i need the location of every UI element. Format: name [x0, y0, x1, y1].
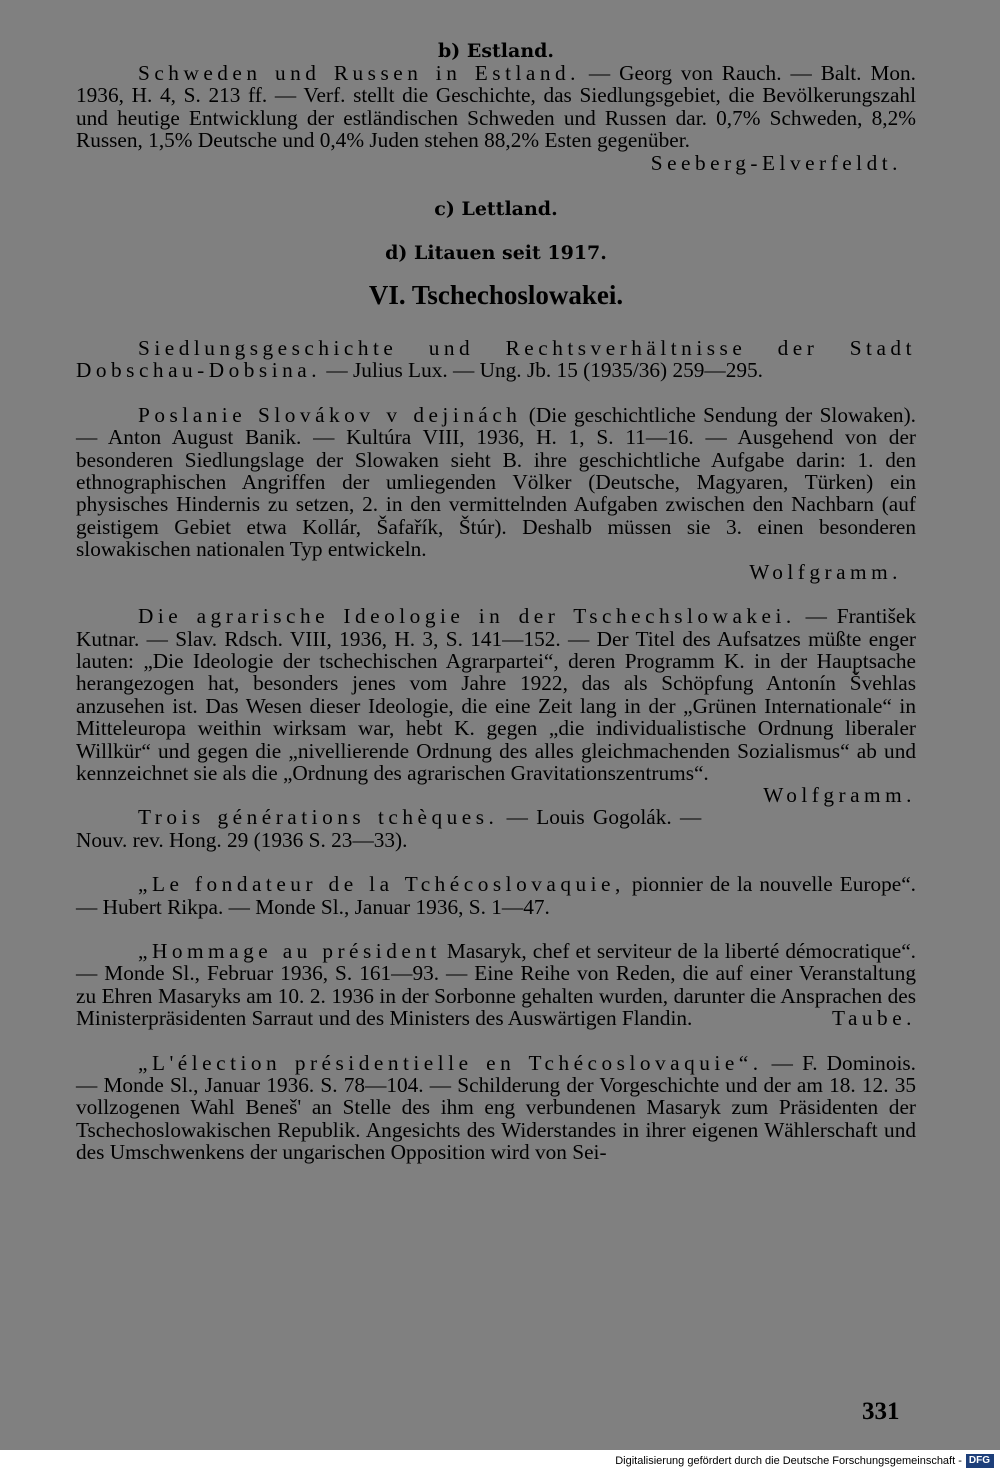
entry-text: (Die geschichtliche Sendung der Slowaken). — Anton August Banik. — Kultúra VIII, 1936, H. 1, S. 11—16. — Ausgehend von der besonderen Siedlungslage der Slowaken sieht B. ihre geschichtliche Aufgabe darin: 1. den ethnographischen Angriffen der umliegenden Völker (Deutsche, Magyaren, Türken) ein physisches Hindernis zu setzen, 2. in den vermittelnden Aufgaben zwischen den Nachbarn (auf geistigem Gebiet etwa Kollár, Šafařík, Štúr). Deshalb müssen sie 3. einen besonderen slowakischen nationalen Typ entwickeln. — [76, 402, 916, 562]
subsection-heading-estland: b) Estland. — [437, 40, 555, 62]
entry-text: — Louis Gogolák. — Nouv. rev. Hong. 29 (1936 S. 23—33). — [76, 805, 702, 852]
entry-signature: Wolfgramm. — [763, 783, 916, 808]
footer-text: Digitalisierung gefördert durch die Deutsche Forschungsgemeinschaft - — [615, 1455, 962, 1467]
footer-bar — [0, 1450, 1000, 1473]
entry-5 — [76, 873, 916, 918]
entry-text: Masaryk, chef et serviteur de la liberté démocratique“. — Monde Sl., Februar 1936, S. 161—93. — Eine Reihe von Reden, die auf einer Veranstaltung zu Ehren Masaryks am 10. 2. 1936 in der Sorbonne gehalten wurden, darunter die Ansprachen des Ministerpräsidenten Sarraut und des Ministers des Auswärtigen Flandin. — [76, 938, 917, 1031]
entry-7 — [76, 1052, 916, 1164]
entry-title: Schweden und Russen in Estland. — [138, 61, 580, 85]
entry-title: „Hommage au président — [138, 938, 441, 963]
entry-title: Die agrarische Ideologie in der Tschechslowakei. — [138, 604, 796, 629]
entry-text: — Georg von Rauch. — Balt. Mon. 1936, H. 4, S. 213 ff. — Verf. stellt die Geschichte, das Siedlungsgebiet, die Bevölkerungszahl und heutige Entwicklung der estländischen Schweden und Russen dar. 0,7% Schweden, 8,2% Russen, 1,5% Deutsche und 0,4% Juden stehen 88,2% Esten gegenüber. — [76, 61, 916, 153]
entry-estland — [76, 62, 916, 152]
section-heading: VI. Tschechoslowakei. — [368, 280, 624, 311]
entry-text: — František Kutnar. — Slav. Rdsch. VIII, 1936, H. 3, S. 141—152. — Der Titel des Aufsatzes müßte enger lauten: „Die Ideologie der tschechischen Agrarpartei“, deren Programm K. in der Hauptsache herangezogen hat, besonders jenes vom Jahre 1922, das als Schöpfung Antonín Švehlas anzusehen ist. Das Wesen dieser Ideologie, die eine Zeit lang in der „Grünen Internationale“ in Mitteleuropa weithin wirksam war, hebt K. gegen „die individualistische Ordnung liberaler Willkür“ und gegen die „nivellierende Ordnung des alles gleichmachenden Sozialismus“ ab und kennzeichnet sie als die „Ordnung des agrarischen Gravitationszentrums“. — [76, 604, 916, 785]
entry-signature: Wolfgramm. — [749, 559, 902, 584]
entry-title: Trois générations tchèques. — [138, 805, 499, 830]
entry-title: Siedlungsgeschichte und Rechtsverhältnisse der Stadt Dobschau-Dobsina. — [76, 336, 916, 383]
page-content — [76, 40, 916, 1164]
entry-title: „Le fondateur de la Tchécoslovaquie, — [138, 872, 625, 897]
subsection-heading-lettland: c) Lettland. — [434, 198, 558, 221]
entry-text: — F. Dominois. — Monde Sl., Januar 1936. S. 78—104. — Schilderung der Vorgeschichte und der am 18. 12. 35 vollzogenen Wahl Beneš' an Stelle des ihm eng verbundenen Masaryk zum Präsidenten der Tschechoslowakischen Republik. Angesichts des Widerstandes in ihrer eigenen Wählerschaft und des Umschwenkens der ungarischen Opposition wird von Sei- — [76, 1050, 916, 1165]
dfg-logo: DFG — [966, 1454, 994, 1468]
entry-text: pionnier de la nouvelle Europe“. — Hubert Rikpa. — Monde Sl., Januar 1936, S. 1—47. — [76, 872, 916, 919]
entry-4 — [76, 806, 916, 851]
entry-2 — [76, 404, 916, 561]
entry-3 — [76, 604, 916, 808]
entry-title: „L'élection présidentielle en Tchécoslovaquie“. — [138, 1050, 763, 1075]
entry-text: — Julius Lux. — Ung. Jb. 15 (1935/36) 259—295. — [321, 358, 763, 383]
entry-signature: Taube. — [831, 1006, 916, 1031]
subsection-heading-litauen: d) Litauen seit 1917. — [385, 242, 607, 265]
entry-6 — [76, 940, 916, 1030]
entry-1 — [76, 337, 916, 382]
entry-signature: Seeberg-Elverfeldt. — [650, 150, 902, 175]
page-number: 331 — [862, 1398, 900, 1425]
entry-title: Poslanie Slovákov v dejinách — [138, 402, 522, 427]
